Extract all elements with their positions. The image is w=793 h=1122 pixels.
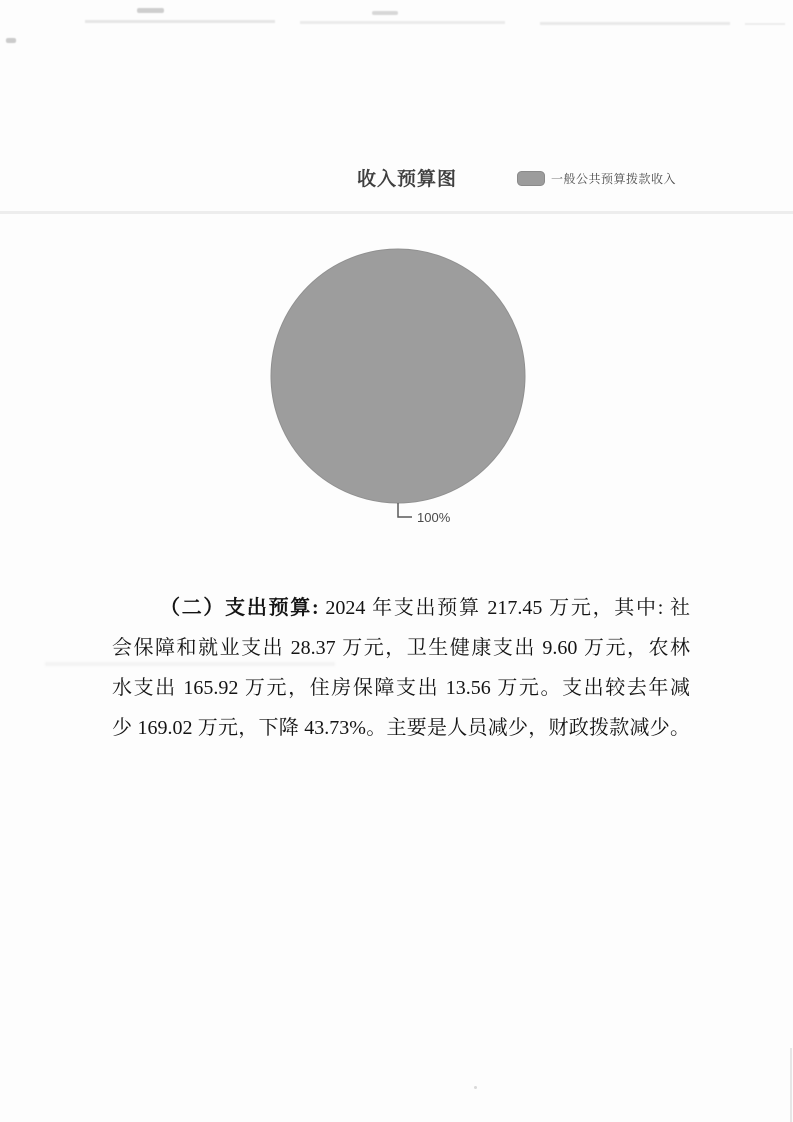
scan-artifact: [474, 1086, 477, 1089]
legend-swatch-rect: [518, 172, 545, 186]
pie-slice-general-public-budget: [271, 249, 525, 503]
income-budget-pie-chart: [248, 226, 548, 536]
scan-artifact: [6, 38, 16, 43]
paragraph-line: 水支出 165.92 万元，住房保障支出 13.56 万元。支出较去年减: [112, 677, 690, 699]
scan-artifact: [85, 20, 275, 23]
chart-title: 收入预算图: [357, 169, 458, 190]
paragraph-line: 会保障和就业支出 28.37 万元，卫生健康支出 9.60 万元，农林: [112, 637, 690, 659]
pie-slice-percentage-label: 100%: [417, 510, 451, 525]
chart-legend: [517, 170, 676, 187]
expenditure-budget-paragraph: [112, 588, 690, 748]
scan-artifact: [540, 22, 730, 25]
paragraph-lead-bold: （二）支出预算:: [160, 597, 319, 619]
scan-artifact: [137, 8, 164, 13]
header-divider: [0, 211, 793, 214]
paragraph-line: [112, 588, 690, 628]
paragraph-line: 少 169.02 万元，下降 43.73%。主要是人员减少，财政拨款减少。: [112, 717, 690, 739]
scan-artifact: [790, 1048, 792, 1122]
paragraph-line1-text: 2024 年支出预算 217.45 万元，其中: 社: [318, 597, 690, 619]
scan-artifact: [372, 11, 398, 15]
scan-artifact: [745, 23, 785, 25]
legend-swatch-icon: [517, 171, 545, 186]
scan-artifact: [300, 21, 505, 24]
legend-label: 一般公共预算拨款收入: [551, 172, 677, 186]
pie-label-leader-line: [398, 503, 412, 517]
